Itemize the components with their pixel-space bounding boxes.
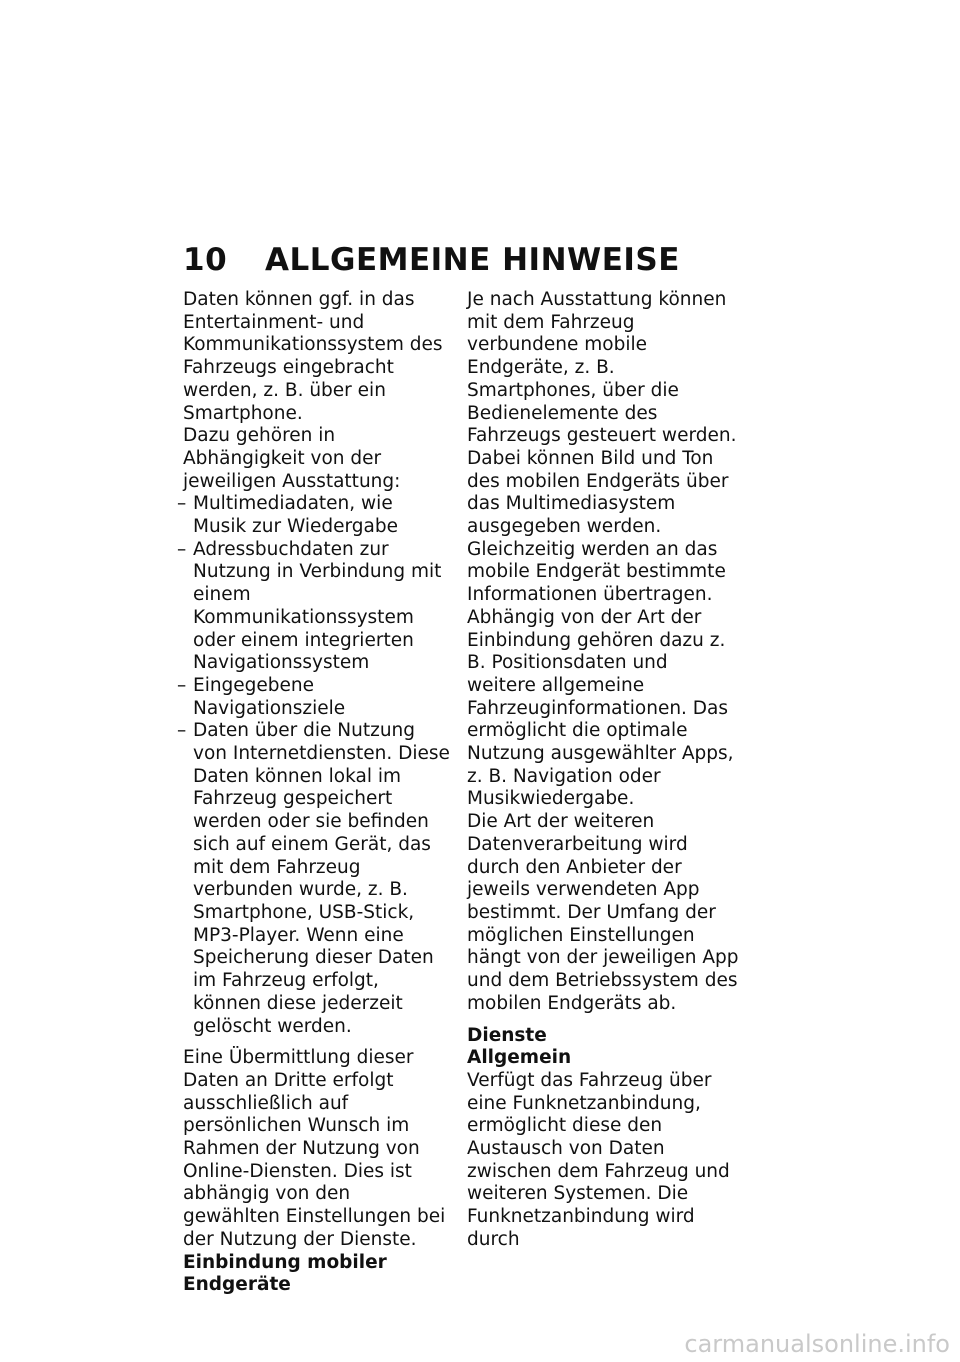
list-item: – Multimediadaten, wie Musik zur Wiedergabe — [183, 493, 451, 538]
list-item: – Daten über die Nutzung von Internetdiensten. Diese Daten können lokal im Fahrzeug gespeichert werden oder sie befinden sich auf einem Gerät, das mit dem Fahrzeug verbunden wurde, z. B. Smartphone, USB-Stick, MP3-Player. Wenn eine Speicherung dieser Daten im Fahrzeug erfolgt, können diese jederzeit gelöscht werden. — [183, 720, 451, 1038]
subheading-services: Dienste — [467, 1024, 547, 1046]
chapter-number: 10 — [183, 242, 228, 278]
subheading-mobile-devices: Einbindung mobiler Endgeräte — [183, 1251, 387, 1296]
paragraph: Dazu gehören in Abhängigkeit von der jeweiligen Ausstattung: — [183, 425, 401, 492]
paragraph: Eine Übermittlung dieser Daten an Dritte erfolgt ausschließlich auf persönlichen Wunsch im Rahmen der Nutzung von Online-Diensten. Dies ist abhängig von den gewählten Einstellungen bei der Nutzung der Dienste. — [183, 1047, 446, 1250]
chapter-title: ALLGEMEINE HINWEISE — [265, 242, 680, 278]
paragraph: Daten können ggf. in das Entertainment- und Kommunikationssystem des Fahrzeugs eingebracht werden, z. B. über ein Smartphone. — [183, 289, 443, 424]
list-item: – Eingegebene Navigationsziele — [183, 675, 451, 720]
paragraph: Je nach Ausstattung können mit dem Fahrzeug verbundene mobile Endgeräte, z. B. Smartphones, über die Bedienelemente des Fahrzeugs gesteuert werden. — [467, 289, 737, 447]
chapter-heading — [183, 240, 680, 280]
right-column — [467, 289, 739, 1252]
left-column — [183, 289, 451, 1297]
paragraph: Die Art der weiteren Datenverarbeitung wird durch den Anbieter der jeweils verwendeten App bestimmt. Der Umfang der möglichen Einstellungen hängt von der jeweiligen App und dem Betriebssystem des mobilen Endgeräts ab. — [467, 811, 739, 1014]
subheading-general: Allgemein — [467, 1047, 572, 1069]
data-types-list — [183, 493, 451, 1038]
watermark: carmanualsonline.info — [684, 1330, 950, 1358]
paragraph: Verfügt das Fahrzeug über eine Funknetzanbindung, ermöglicht diese den Austausch von Daten zwischen dem Fahrzeug und weiteren Systemen. Die Funknetzanbindung wird durch — [467, 1069, 730, 1250]
list-item: – Adressbuchdaten zur Nutzung in Verbindung mit einem Kommunikationssystem oder einem integrierten Navigationssystem — [183, 539, 451, 675]
paragraph: Dabei können Bild und Ton des mobilen Endgeräts über das Multimediasystem ausgegeben werden. Gleichzeitig werden an das mobile Endgerät bestimmte Informationen übertragen. Abhängig von der Art der Einbindung gehören dazu z. B. Positionsdaten und weitere allgemeine Fahrzeuginformationen. Das ermöglicht die optimale Nutzung ausgewählter Apps, z. B. Navigation oder Musikwiedergabe. — [467, 447, 734, 810]
